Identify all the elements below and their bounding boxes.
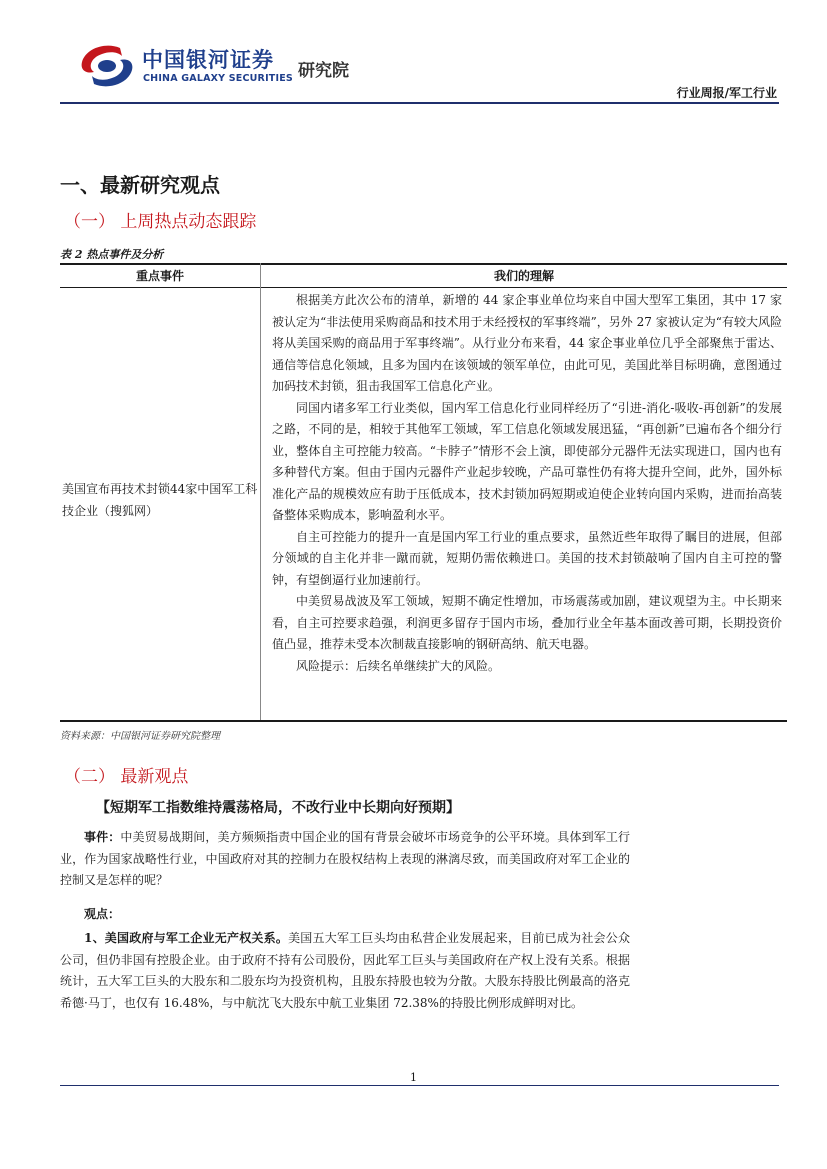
footer-divider [60,1085,779,1086]
analysis-risk-note: 风险提示：后续名单继续扩大的风险。 [296,658,501,673]
table-header-analysis: 我们的理解 [493,269,554,283]
page-number: 1 [410,1071,417,1084]
logo-institute-name: 研究院 [298,61,349,81]
analysis-paragraph: 中美贸易战波及军工领域，短期不确定性增加，市场震荡或加剧，建议观望为主。中长期来看，自主可控要求趋强，利润更多留存于国内市场，叠加行业全年基本面改善可期，长期投资价值凸显，推荐未受本次制裁直接影响的钢研高纳、航天电器。 [272,594,782,651]
table-cell-event: 美国宣布再技术封锁44家中国军工科技企业（搜狐网） [62,482,258,518]
header-divider [60,102,779,104]
section-title: 一、最新研究观点 [60,173,220,197]
analysis-paragraph: 同国内诸多军工行业类似，国内军工信息化行业同样经历了“引进-消化-吸收-再创新”的发展之路，不同的是，相较于其他军工领域，军工信息化领域发展迅猛，“再创新”已遍布各个细分行业，整体自主可控能力较高。“卡脖子”情形不会上演，即使部分元器件无法实现进口，国内也有多种替代方案。但由于国内元器件产业起步较晚，产品可靠性仍有将大提升空间，此外，国外标准化产品的规模效应有助于压低成本，技术封锁加码短期或迫使企业转向国内采购，进而抬高装备整体采购成本，影响盈利水平。 [272,400,782,522]
table-source-note: 资料来源：中国银河证券研究院整理 [60,731,220,742]
analysis-paragraph: 自主可控能力的提升一直是国内军工行业的重点要求，虽然近些年取得了瞩目的进展，但部分领域的自主化并非一蹴而就，短期仍需依赖进口。美国的技术封锁敲响了国内自主可控的警钟，有望倒逼行业加速前行。 [272,529,782,587]
event-text: 中美贸易战期间，美方频频指责中国企业的国有背景会破坏市场竞争的公平环境。具体到军工行业，作为国家战略性行业，中国政府对其的控制力在股权结构上表现的淋漓尽致，而美国政府对军工企业的控制又是怎样的呢？ [60,830,630,887]
analysis-paragraph: 根据美方此次公布的清单，新增的 44 家企事业单位均来自中国大型军工集团，其中 17 家被认定为“非法使用采购商品和技术用于未经授权的军事终端”，另外 27 家被认定为“有较大风险将从美国采购的商品用于军事终端”。从行业分布来看，44 家企事业单位几乎全部聚焦于雷达、通信等信息化领域，且多为国内在该领域的领军单位，由此可见，美国此举目标明确，意图通过加码技术封锁，狙击我国军工信息化产业。 [272,293,782,393]
view-label: 观点： [84,907,121,921]
subsection-title-hot-events: （一） 上周热点动态跟踪 [64,212,257,232]
view-headline: 【短期军工指数维持震荡格局，不改行业中长期向好预期】 [96,800,460,816]
table-column-divider [260,263,261,722]
table-header-event: 重点事件 [135,269,184,283]
table-cell-analysis [272,290,782,677]
point-1-text: 美国五大军工巨头均由私营企业发展起来，目前已成为社会公众公司，但仍非国有控股企业。由于政府不持有公司股份，因此军工巨头与美国政府在产权上没有关系。根据统计，五大军工巨头的大股东和二股东均为投资机构，且股东持股也较为分散。大股东持股比例最高的洛克希德·马丁，也仅有 16.48%，与中航沈飞大股东中航工业集团 72.38%的持股比例形成鲜明对比。 [60,931,630,1010]
point-1-label: 1、美国政府与军工企业无产权关系。 [84,931,289,945]
report-type-label: 行业周报/军工行业 [676,86,777,100]
table-top-rule [60,263,787,265]
logo-company-english-name: CHINA GALAXY SECURITIES [143,73,293,84]
event-label: 事件： [84,830,121,844]
table-bottom-rule [60,720,787,722]
subsection-title-latest-views: （二） 最新观点 [64,767,189,787]
table-caption: 表 2 热点事件及分析 [60,248,164,261]
point-1-paragraph [60,928,630,1014]
galaxy-logo-icon [76,40,138,92]
logo-company-name: 中国银河证券 [142,48,274,72]
event-paragraph [60,827,630,892]
table-header-rule [60,287,787,288]
